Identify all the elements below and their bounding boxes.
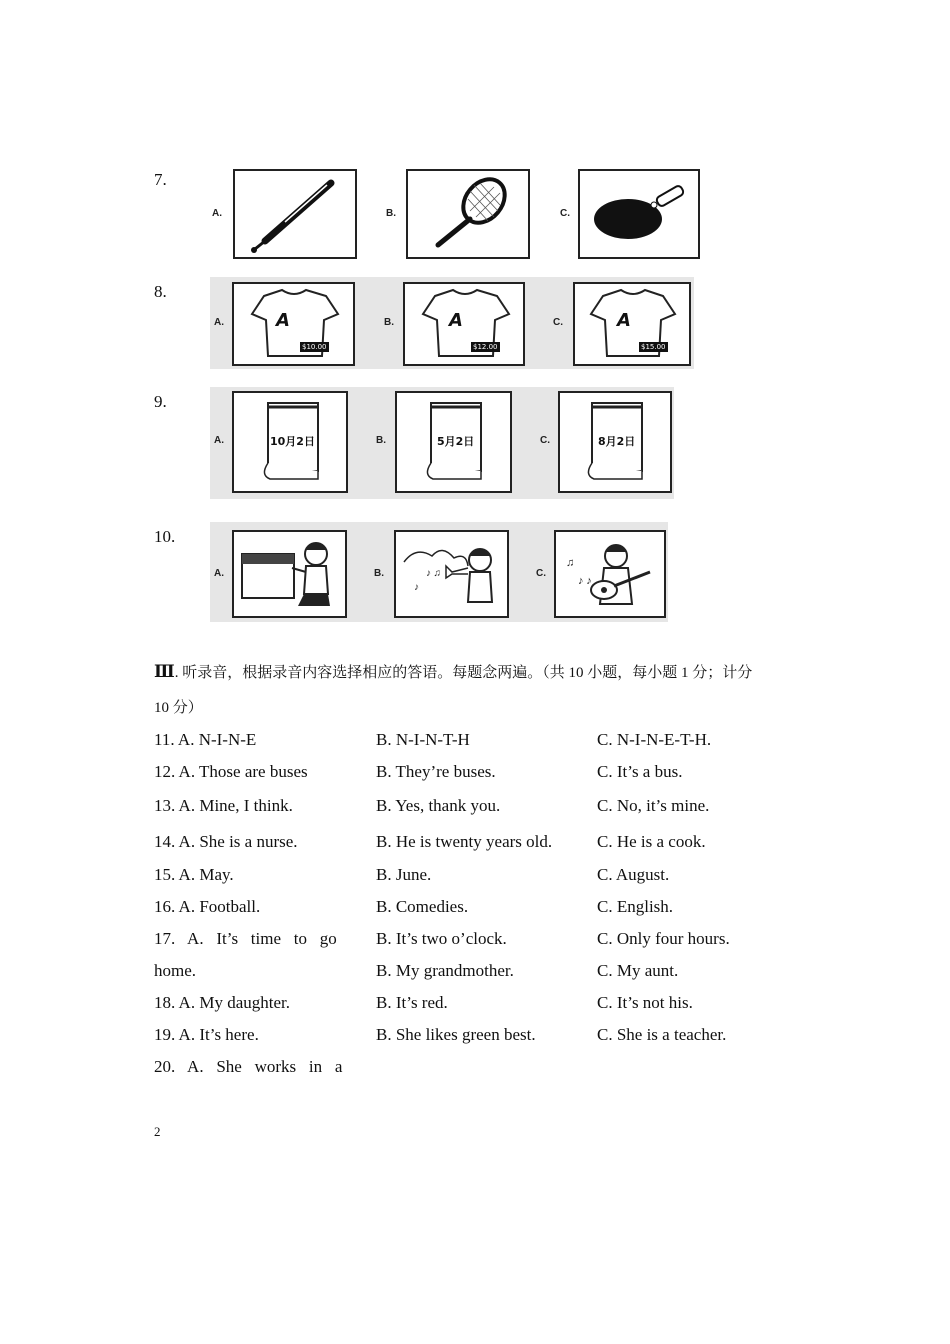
ping-pong-paddle-icon [578, 169, 700, 259]
question-number: 9. [154, 392, 167, 411]
option-c: C. English. [597, 897, 674, 916]
answer-row [154, 730, 794, 762]
calendar-icon [395, 391, 512, 493]
option-c: C. No, it’s mine. [597, 796, 710, 815]
answer-row [154, 832, 794, 864]
option-b: B. It’s two o’clock. [376, 929, 507, 948]
option-a: 14. A. She is a nurse. [154, 832, 298, 851]
option-a: 13. A. Mine, I think. [154, 796, 293, 815]
option-b: B. My grandmother. [376, 961, 514, 980]
section-instruction [154, 654, 804, 691]
tennis-racket-icon [406, 169, 530, 259]
calendar-date: 8月2日 [598, 435, 636, 448]
option-c: C. Only four hours. [597, 929, 730, 948]
picture-row-q8 [210, 277, 694, 369]
option-a: 15. A. May. [154, 865, 234, 884]
baseball-bat-icon [233, 169, 357, 259]
picture-row-q10 [210, 522, 668, 622]
option-label: A. [212, 208, 222, 219]
price-tag: $15.00 [641, 343, 666, 351]
option-b: B. He is twenty years old. [376, 832, 553, 851]
option-c: C. August. [597, 865, 670, 884]
option-c: C. It’s not his. [597, 993, 693, 1012]
svg-text:♪ ♪: ♪ ♪ [578, 575, 592, 587]
calendar-icon [558, 391, 672, 493]
answer-row [154, 929, 794, 961]
calendar-date: 5月2日 [437, 435, 475, 448]
option-b: B. They’re buses. [376, 762, 496, 781]
option-b: B. June. [376, 865, 432, 884]
option-label: C. [553, 317, 563, 328]
option-a: 19. A. It’s here. [154, 1025, 259, 1044]
option-a: 18. A. My daughter. [154, 993, 290, 1012]
calendar-date: 10月2日 [270, 435, 315, 448]
question-number: 8. [154, 282, 167, 301]
answer-row [154, 865, 794, 897]
boy-playing-guitar-icon [554, 530, 666, 618]
answer-row [154, 796, 794, 828]
option-a: home. [154, 961, 197, 980]
option-a: 17. A. It’s time to go [154, 929, 337, 948]
price-tag: $10.00 [302, 343, 327, 351]
picture-row-q7 [210, 166, 702, 262]
section-instruction-text: . 听录音，根据录音内容选择相应的答语。每题念两遍。（共 10 小题，每小题 1 分；计分 [174, 665, 753, 681]
answer-row [154, 897, 794, 929]
section-numeral: Ⅲ [154, 662, 175, 681]
tshirt-icon [573, 282, 691, 366]
boy-playing-trumpet-icon [394, 530, 509, 618]
option-a: 11. A. N-I-N-E [154, 730, 257, 749]
option-b: B. N-I-N-T-H [376, 730, 470, 749]
option-a: 12. A. Those are buses [154, 762, 308, 781]
calendar-icon [232, 391, 348, 493]
option-label: C. [540, 435, 550, 446]
option-c: C. My aunt. [597, 961, 679, 980]
option-label: C. [560, 208, 570, 219]
answer-row [154, 1057, 794, 1089]
option-label: A. [214, 435, 224, 446]
answer-row [154, 961, 794, 993]
tshirt-icon [232, 282, 355, 366]
option-label: B. [376, 435, 386, 446]
option-label: A. [214, 317, 224, 328]
answer-row [154, 993, 794, 1025]
option-label: B. [386, 208, 396, 219]
option-b: B. She likes green best. [376, 1025, 536, 1044]
option-b: B. Comedies. [376, 897, 469, 916]
svg-text:♪: ♪ [414, 582, 419, 593]
option-c: C. She is a teacher. [597, 1025, 727, 1044]
option-c: C. It’s a bus. [597, 762, 683, 781]
question-number: 10. [154, 527, 176, 546]
svg-text:♫: ♫ [566, 557, 575, 569]
shirt-letter: A [276, 310, 290, 331]
option-b: B. Yes, thank you. [376, 796, 501, 815]
price-tag: $12.00 [473, 343, 498, 351]
picture-row-q9 [210, 387, 674, 499]
page-number: 2 [154, 1124, 161, 1139]
option-b: B. It’s red. [376, 993, 448, 1012]
boy-playing-piano-icon [232, 530, 347, 618]
question-number: 7. [154, 170, 167, 189]
option-a: 20. A. She works in a [154, 1057, 343, 1076]
shirt-letter: A [617, 310, 631, 331]
answer-row [154, 1025, 794, 1057]
option-c: C. He is a cook. [597, 832, 706, 851]
answer-row [154, 762, 794, 794]
svg-text:♪ ♫: ♪ ♫ [426, 568, 441, 579]
option-label: B. [374, 568, 384, 579]
option-label: A. [214, 568, 224, 579]
option-label: B. [384, 317, 394, 328]
option-label: C. [536, 568, 546, 579]
option-c: C. N-I-N-E-T-H. [597, 730, 712, 749]
option-a: 16. A. Football. [154, 897, 261, 916]
shirt-letter: A [449, 310, 463, 331]
section-instruction-cont: 10 分） [154, 700, 203, 716]
tshirt-icon [403, 282, 525, 366]
